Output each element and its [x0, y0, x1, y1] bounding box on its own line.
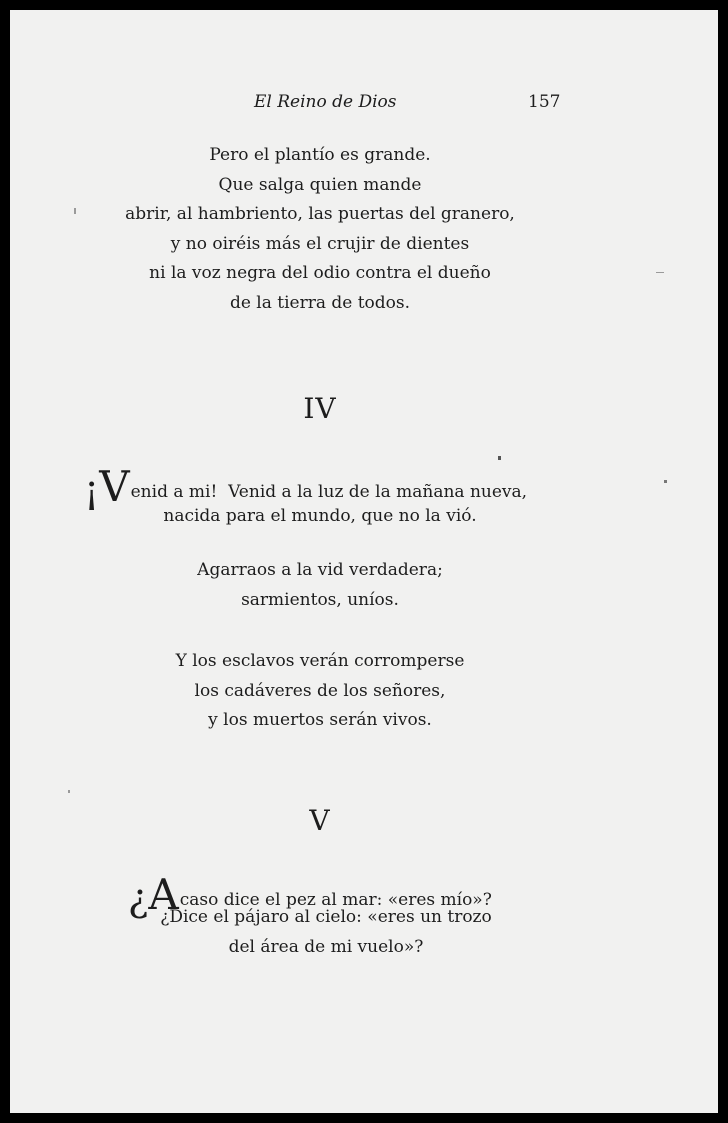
verse-line: y no oiréis más el crujir de dientes: [170, 233, 470, 254]
paper-speck: [656, 272, 664, 273]
section-iv-stanza-2: [10, 556, 630, 615]
verse-line: Agarraos a la vid verdadera;: [197, 560, 443, 580]
section-numeral-v: V: [309, 804, 331, 837]
verse-line: y los muertos serán vivos.: [208, 710, 432, 730]
verse-line: los cadáveres de los señores,: [194, 680, 446, 701]
verse-line: ni la voz negra del odio contra el dueño: [149, 263, 491, 283]
page-number: 157: [528, 92, 561, 112]
verse-line: del área de mi vuelo»?: [228, 936, 424, 957]
verse-line: sarmientos, uníos.: [241, 589, 399, 610]
verse-line: abrir, al hambriento, las puertas del granero,: [125, 204, 515, 224]
paper-speck: [498, 456, 501, 460]
running-title: El Reino de Dios: [254, 92, 397, 112]
section-iv-stanza-3: [10, 647, 630, 736]
drop-punctuation: ¿: [128, 876, 149, 920]
section-v-stanza: [16, 903, 636, 962]
verse-line: Pero el plantío es grande.: [209, 145, 431, 165]
section-iv-line-2: [10, 502, 630, 532]
section-numeral-iv: IV: [303, 392, 337, 425]
drop-punctuation: ¡: [84, 468, 100, 512]
opening-stanza: [10, 141, 630, 318]
paper-speck: [74, 208, 76, 214]
verse-line: nacida para el mundo, que no la vió.: [163, 506, 477, 526]
book-page: [10, 10, 718, 1113]
drop-cap-letter: A: [148, 870, 179, 919]
verse-line: ¿Dice el pájaro al cielo: «eres un trozo: [160, 907, 492, 927]
paper-speck: [664, 480, 667, 483]
first-line-text: caso dice el pez al mar: «eres mío»?: [179, 890, 492, 910]
verse-line: Y los esclavos verán corromperse: [175, 651, 465, 671]
paper-speck: [68, 790, 70, 793]
verse-line: de la tierra de todos.: [229, 292, 411, 313]
first-line-text: enid a mi! Venid a la luz de la mañana nueva,: [130, 482, 528, 502]
verse-line: Que salga quien mande: [218, 174, 422, 195]
drop-cap-letter: V: [99, 462, 130, 511]
section-iv-first-line: [84, 458, 528, 512]
